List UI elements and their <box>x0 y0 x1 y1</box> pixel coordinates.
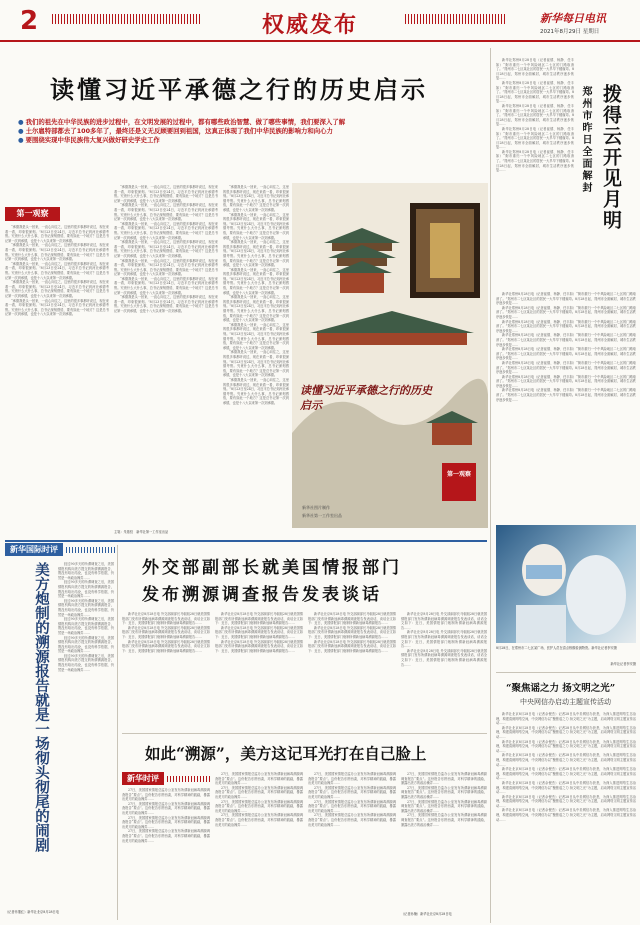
commentary-headline: 如此“溯源”，美方这记耳光打在自己脸上 <box>145 744 427 763</box>
masthead-stripe-right <box>405 14 505 24</box>
intl-tag-stripe <box>66 547 115 553</box>
right-top-subheadline: 郑州市昨日全面解封 <box>580 86 591 194</box>
lead-body-col-1: “承德我是头一回来，一直心向往之，这里的很多事都听说过，现在来看一看，印象很深刻。”8月23日至24日，习近平总书记到河北承德考察。究竟什么大什么事，总书记深刻感悟，要有如此一个地方？这是总书记第一次到承德，也是十八大以来第一次到承德。 “承德我是头一回来，一直心向往之，这里的很多事都听说过，现在来看一看，印象很深刻。”8月23日至24日，习近平总书记到河北承德考察。究竟什么大什么事，总书记深刻感悟，要有如此一个地方？这是总书记第一次到承德，也是十八大以来第一次到承德。 “承德我是头一回来，一直心向往之，这里的很多事都听说过，现在来看一看，印象很深刻。”8月23日至24日，习近平总书记到河北承德考察。究竟什么大什么事，总书记深刻感悟，要有如此一个地方？这是总书记第一次到承德，也是十八大以来第一次到承德。 “承德我是头一回来，一直心向往之，这里的很多事都听说过，现在来看一看，印象很深刻。”8月23日至24日，习近平总书记到河北承德考察。究竟什么大什么事，总书记深刻感悟，要有如此一个地方？这是总书记第一次到承德，也是十八大以来第一次到承德。 “承德我是头一回来，一直心向往之，这里的很多事都听说过，现在来看一看，印象很深刻。”8月23日至24日，习近平总书记到河北承德考察。究竟什么大什么事，总书记深刻感悟，要有如此一个地方？这是总书记第一次到承德，也是十八大以来第一次到承德。 <box>5 225 109 317</box>
fm-headline-2: 发布溯源调查报告发表谈话 <box>142 585 382 605</box>
right-top-body-1: 新华社郑州8月28日电（记者崔德、杨静、任丰如）“街市重归一个中风险地区二七区的门路取消了。”郑州市二七区某社区的居民一大早早下楼遛弯。8月28日起，郑州市全面解封，城市生活秩序逐步恢复…… 新华社郑州8月28日电（记者崔德、杨静、任丰如）“街市重归一个中风险地区二七区的门路取消了。”郑州市二七区某社区的居民一大早早下楼遛弯。8月28日起，郑州市全面解封，城市生活秩序逐步恢复…… 新华社郑州8月28日电（记者崔德、杨静、任丰如）“街市重归一个中风险地区二七区的门路取消了。”郑州市二七区某社区的居民一大早早下楼遛弯。8月28日起，郑州市全面解封，城市生活秩序逐步恢复…… 新华社郑州8月28日电（记者崔德、杨静、任丰如）“街市重归一个中风险地区二七区的门路取消了。”郑州市二七区某社区的居民一大早早下楼遛弯。8月28日起，郑州市全面解封，城市生活秩序逐步恢复…… 新华社郑州8月28日电（记者崔德、杨静、任丰如）“街市重归一个中风险地区二七区的门路取消了。”郑州市二七区某社区的居民一大早早下楼遛弯。8月28日起，郑州市全面解封，城市生活秩序逐步恢复…… <box>496 58 574 173</box>
paper-date: 2021年8月29日 星期日 <box>540 29 600 35</box>
lead-author-line: 主笔：朱基钗 新华社第一工作室出品 <box>114 530 169 534</box>
commentary-tag-bar <box>122 773 212 784</box>
masthead <box>0 0 640 42</box>
column-tag <box>5 207 60 221</box>
right-bottom-body: 新华社北京8月28日电（记者余俊杰）记者28日从中央网信办获悉，为深入推进网络生态治理，构建清朗网络空间，中央网信办以“聚焦谣之力 扬文明之光”为主题，启动网络文明主题宣传活动…… 新华社北京8月28日电（记者余俊杰）记者28日从中央网信办获悉，为深入推进网络生态治理，构建清朗网络空间，中央网信办以“聚焦谣之力 扬文明之光”为主题，启动网络文明主题宣传活动…… 新华社北京8月28日电（记者余俊杰）记者28日从中央网信办获悉，为深入推进网络生态治理，构建清朗网络空间，中央网信办以“聚焦谣之力 扬文明之光”为主题，启动网络文明主题宣传活动…… 新华社北京8月28日电（记者余俊杰）记者28日从中央网信办获悉，为深入推进网络生态治理，构建清朗网络空间，中央网信办以“聚焦谣之力 扬文明之光”为主题，启动网络文明主题宣传活动…… 新华社北京8月28日电（记者余俊杰）记者28日从中央网信办获悉，为深入推进网络生态治理，构建清朗网络空间，中央网信办以“聚焦谣之力 扬文明之光”为主题，启动网络文明主题宣传活动…… 新华社北京8月28日电（记者余俊杰）记者28日从中央网信办获悉，为深入推进网络生态治理，构建清朗网络空间，中央网信办以“聚焦谣之力 扬文明之光”为主题，启动网络文明主题宣传活动…… 新华社北京8月28日电（记者余俊杰）记者28日从中央网信办获悉，为深入推进网络生态治理，构建清朗网络空间，中央网信办以“聚焦谣之力 扬文明之光”为主题，启动网络文明主题宣传活动…… 新华社北京8月28日电（记者余俊杰）记者28日从中央网信办获悉，为深入推进网络生态治理，构建清朗网络空间，中央网信办以“聚焦谣之力 扬文明之光”为主题，启动网络文明主题宣传活动…… <box>496 712 636 822</box>
illustration-stamp-label: 第一观察 <box>446 471 471 478</box>
fm-body-col-2: 新华社北京8月28日电 外交部副部长马朝旭28日就美国情报部门发布所谓新冠病毒溯源调查报告发表谈话，谈话全文如下：近日，美国情报部门炮制所谓新冠病毒溯源报告…… 新华社北京8月28日电 外交部副部长马朝旭28日就美国情报部门发布所谓新冠病毒溯源调查报告发表谈话，谈话全文如下：近日，美国情报部门炮制所谓新冠病毒溯源报告…… 新华社北京8月28日电 外交部副部长马朝旭28日就美国情报部门发布所谓新冠病毒溯源调查报告发表谈话，谈话全文如下：近日，美国情报部门炮制所谓新冠病毒溯源报告…… <box>215 612 303 653</box>
intl-column-rule <box>117 545 118 920</box>
lower-divider <box>5 540 487 542</box>
commentary-body-col-1: 27日，美国国家情报总监办公室发布所谓新冠病毒溯源调查报告“要点”。这份报告东拼西凑，对科学精神的践踏，暴露出美方的政治操弄…… 27日，美国国家情报总监办公室发布所谓新冠病毒溯源调查报告“要点”。这份报告东拼西凑，对科学精神的践踏，暴露出美方的政治操弄…… 27日，美国国家情报总监办公室发布所谓新冠病毒溯源调查报告“要点”。这份报告东拼西凑，对科学精神的践踏，暴露出美方的政治操弄…… 27日，美国国家情报总监办公室发布所谓新冠病毒溯源调查报告“要点”。这份报告东拼西凑，对科学精神的践踏，暴露出美方的政治操弄…… <box>122 788 210 843</box>
intl-body: 经过90多天的所谓调查之后，美国情报机构向美方提交的所谓溯源报告，既没有给出结论，也没有科学依据，仍然是一场政治操弄…… 经过90多天的所谓调查之后，美国情报机构向美方提交的所谓溯源报告，既没有给出结论，也没有科学依据，仍然是一场政治操弄…… 经过90多天的所谓调查之后，美国情报机构向美方提交的所谓溯源报告，既没有给出结论，也没有科学依据，仍然是一场政治操弄…… 经过90多天的所谓调查之后，美国情报机构向美方提交的所谓溯源报告，既没有给出结论，也没有科学依据，仍然是一场政治操弄…… 经过90多天的所谓调查之后，美国情报机构向美方提交的所谓溯源报告，既没有给出结论，也没有科学依据，仍然是一场政治操弄…… 经过90多天的所谓调查之后，美国情报机构向美方提交的所谓溯源报告，既没有给出结论，也没有科学依据，仍然是一场政治操弄…… <box>58 562 114 672</box>
right-bottom-headline: “聚焦谣之力 扬文明之光” <box>506 683 616 694</box>
photo-credit: 新华社记者李安摄 <box>610 662 636 666</box>
image-credit-2: 新华社第一工作室出品 <box>302 513 342 518</box>
photo <box>496 525 636 643</box>
lead-bullets <box>18 118 480 145</box>
commentary-tag: 新华时评 <box>122 772 164 785</box>
commentary-body-col-2: 27日，美国国家情报总监办公室发布所谓新冠病毒溯源调查报告“要点”。这份报告东拼西凑，对科学精神的践踏，暴露出美方的政治操弄…… 27日，美国国家情报总监办公室发布所谓新冠病毒溯源调查报告“要点”。这份报告东拼西凑，对科学精神的践踏，暴露出美方的政治操弄…… 27日，美国国家情报总监办公室发布所谓新冠病毒溯源调查报告“要点”。这份报告东拼西凑，对科学精神的践踏，暴露出美方的政治操弄…… 27日，美国国家情报总监办公室发布所谓新冠病毒溯源调查报告“要点”。这份报告东拼西凑，对科学精神的践踏，暴露出美方的政治操弄…… <box>215 772 303 827</box>
medical-worker-photo <box>496 525 636 643</box>
lead-body-col-3: “承德我是头一回来，一直心向往之，这里的很多事都听说过，现在来看一看，印象很深刻。”8月23日至24日，习近平总书记到河北承德考察。究竟什么大什么事，总书记深刻感悟，要有如此一个地方？这是总书记第一次到承德，也是十八大以来第一次到承德。 “承德我是头一回来，一直心向往之，这里的很多事都听说过，现在来看一看，印象很深刻。”8月23日至24日，习近平总书记到河北承德考察。究竟什么大什么事，总书记深刻感悟，要有如此一个地方？这是总书记第一次到承德，也是十八大以来第一次到承德。 “承德我是头一回来，一直心向往之，这里的很多事都听说过，现在来看一看，印象很深刻。”8月23日至24日，习近平总书记到河北承德考察。究竟什么大什么事，总书记深刻感悟，要有如此一个地方？这是总书记第一次到承德，也是十八大以来第一次到承德。 “承德我是头一回来，一直心向往之，这里的很多事都听说过，现在来看一看，印象很深刻。”8月23日至24日，习近平总书记到河北承德考察。究竟什么大什么事，总书记深刻感悟，要有如此一个地方？这是总书记第一次到承德，也是十八大以来第一次到承德。 “承德我是头一回来，一直心向往之，这里的很多事都听说过，现在来看一看，印象很深刻。”8月23日至24日，习近平总书记到河北承德考察。究竟什么大什么事，总书记深刻感悟，要有如此一个地方？这是总书记第一次到承德，也是十八大以来第一次到承德。 “承德我是头一回来，一直心向往之，这里的很多事都听说过，现在来看一看，印象很深刻。”8月23日至24日，习近平总书记到河北承德考察。究竟什么大什么事，总书记深刻感悟，要有如此一个地方？这是总书记第一次到承德，也是十八大以来第一次到承德。 “承德我是头一回来，一直心向往之，这里的很多事都听说过，现在来看一看，印象很深刻。”8月23日至24日，习近平总书记到河北承德考察。究竟什么大什么事，总书记深刻感悟，要有如此一个地方？这是总书记第一次到承德，也是十八大以来第一次到承德。 “承德我是头一回来，一直心向往之，这里的很多事都听说过，现在来看一看，印象很深刻。”8月23日至24日，习近平总书记到河北承德考察。究竟什么大什么事，总书记深刻感悟，要有如此一个地方？这是总书记第一次到承德，也是十八大以来第一次到承德。 <box>223 185 289 405</box>
right-top-body-2: 新华社郑州8月28日电（记者崔德、杨静、任丰如）“街市重归一个中风险地区二七区的门路取消了。”郑州市二七区某社区的居民一大早早下楼遛弯。8月28日起，郑州市全面解封，城市生活秩序逐步恢复…… 新华社郑州8月28日电（记者崔德、杨静、任丰如）“街市重归一个中风险地区二七区的门路取消了。”郑州市二七区某社区的居民一大早早下楼遛弯。8月28日起，郑州市全面解封，城市生活秩序逐步恢复…… 新华社郑州8月28日电（记者崔德、杨静、任丰如）“街市重归一个中风险地区二七区的门路取消了。”郑州市二七区某社区的居民一大早早下楼遛弯。8月28日起，郑州市全面解封，城市生活秩序逐步恢复…… 新华社郑州8月28日电（记者崔德、杨静、任丰如）“街市重归一个中风险地区二七区的门路取消了。”郑州市二七区某社区的居民一大早早下楼遛弯。8月28日起，郑州市全面解封，城市生活秩序逐步恢复…… 新华社郑州8月28日电（记者崔德、杨静、任丰如）“街市重归一个中风险地区二七区的门路取消了。”郑州市二七区某社区的居民一大早早下楼遛弯。8月28日起，郑州市全面解封，城市生活秩序逐步恢复…… 新华社郑州8月28日电（记者崔德、杨静、任丰如）“街市重归一个中风险地区二七区的门路取消了。”郑州市二七区某社区的居民一大早早下楼遛弯。8月28日起，郑州市全面解封，城市生活秩序逐步恢复…… 新华社郑州8月28日电（记者崔德、杨静、任丰如）“街市重归一个中风险地区二七区的门路取消了。”郑州市二七区某社区的居民一大早早下楼遛弯。8月28日起，郑州市全面解封，城市生活秩序逐步恢复…… 新华社郑州8月28日电（记者崔德、杨静、任丰如）“街市重归一个中风险地区二七区的门路取消了。”郑州市二七区某社区的居民一大早早下楼遛弯。8月28日起，郑州市全面解封，城市生活秩序逐步恢复…… <box>496 292 636 402</box>
lead-bullet-1: ● 我们的祖先在中华民族的进步过程中，在文明发展的过程中，都有哪些政治智慧、做了哪些事情，我们要深入了解 <box>18 118 346 126</box>
fm-body-col-4: 新华社北京8月28日电 外交部副部长马朝旭28日就美国情报部门发布所谓新冠病毒溯源调查报告发表谈话，谈话全文如下：近日，美国情报部门炮制所谓新冠病毒溯源报告…… 新华社北京8月28日电 外交部副部长马朝旭28日就美国情报部门发布所谓新冠病毒溯源调查报告发表谈话，谈话全文如下：近日，美国情报部门炮制所谓新冠病毒溯源报告…… 新华社北京8月28日电 外交部副部长马朝旭28日就美国情报部门发布所谓新冠病毒溯源调查报告发表谈话，谈话全文如下：近日，美国情报部门炮制所谓新冠病毒溯源报告…… <box>401 612 487 667</box>
right-bottom-subheadline: 中央网信办启动主题宣传活动 <box>520 698 611 706</box>
lead-body-col-2: “承德我是头一回来，一直心向往之，这里的很多事都听说过，现在来看一看，印象很深刻。”8月23日至24日，习近平总书记到河北承德考察。究竟什么大什么事，总书记深刻感悟，要有如此一个地方？这是总书记第一次到承德，也是十八大以来第一次到承德。 “承德我是头一回来，一直心向往之，这里的很多事都听说过，现在来看一看，印象很深刻。”8月23日至24日，习近平总书记到河北承德考察。究竟什么大什么事，总书记深刻感悟，要有如此一个地方？这是总书记第一次到承德，也是十八大以来第一次到承德。 “承德我是头一回来，一直心向往之，这里的很多事都听说过，现在来看一看，印象很深刻。”8月23日至24日，习近平总书记到河北承德考察。究竟什么大什么事，总书记深刻感悟，要有如此一个地方？这是总书记第一次到承德，也是十八大以来第一次到承德。 “承德我是头一回来，一直心向往之，这里的很多事都听说过，现在来看一看，印象很深刻。”8月23日至24日，习近平总书记到河北承德考察。究竟什么大什么事，总书记深刻感悟，要有如此一个地方？这是总书记第一次到承德，也是十八大以来第一次到承德。 “承德我是头一回来，一直心向往之，这里的很多事都听说过，现在来看一看，印象很深刻。”8月23日至24日，习近平总书记到河北承德考察。究竟什么大什么事，总书记深刻感悟，要有如此一个地方？这是总书记第一次到承德，也是十八大以来第一次到承德。 “承德我是头一回来，一直心向往之，这里的很多事都听说过，现在来看一看，印象很深刻。”8月23日至24日，习近平总书记到河北承德考察。究竟什么大什么事，总书记深刻感悟，要有如此一个地方？这是总书记第一次到承德，也是十八大以来第一次到承德。 “承德我是头一回来，一直心向往之，这里的很多事都听说过，现在来看一看，印象很深刻。”8月23日至24日，习近平总书记到河北承德考察。究竟什么大什么事，总书记深刻感悟，要有如此一个地方？这是总书记第一次到承德，也是十八大以来第一次到承德。 <box>114 185 218 314</box>
fm-body-col-3: 新华社北京8月28日电 外交部副部长马朝旭28日就美国情报部门发布所谓新冠病毒溯源调查报告发表谈话，谈话全文如下：近日，美国情报部门炮制所谓新冠病毒溯源报告…… 新华社北京8月28日电 外交部副部长马朝旭28日就美国情报部门发布所谓新冠病毒溯源调查报告发表谈话，谈话全文如下：近日，美国情报部门炮制所谓新冠病毒溯源报告…… 新华社北京8月28日电 外交部副部长马朝旭28日就美国情报部门发布所谓新冠病毒溯源调查报告发表谈话，谈话全文如下：近日，美国情报部门炮制所谓新冠病毒溯源报告…… <box>308 612 396 653</box>
intl-tag: 新华国际时评 <box>5 543 63 556</box>
right-divider <box>496 672 636 673</box>
intl-vertical-headline: 美方炮制的溯源报告就是一场彻头彻尾的闹剧 <box>33 562 50 852</box>
fm-body-col-1: 新华社北京8月28日电 外交部副部长马朝旭28日就美国情报部门发布所谓新冠病毒溯源调查报告发表谈话，谈话全文如下：近日，美国情报部门炮制所谓新冠病毒溯源报告…… 新华社北京8月28日电 外交部副部长马朝旭28日就美国情报部门发布所谓新冠病毒溯源调查报告发表谈话，谈话全文如下：近日，美国情报部门炮制所谓新冠病毒溯源报告…… 新华社北京8月28日电 外交部副部长马朝旭28日就美国情报部门发布所谓新冠病毒溯源调查报告发表谈话，谈话全文如下：近日，美国情报部门炮制所谓新冠病毒溯源报告…… <box>122 612 210 653</box>
fm-headline-1: 外交部副部长就美国情报部门 <box>142 558 402 578</box>
commentary-body-col-4: 27日，美国国家情报总监办公室发布所谓新冠病毒溯源调查报告“要点”。这份报告东拼西凑，对科学精神的践踏，暴露出美方的政治操弄…… 27日，美国国家情报总监办公室发布所谓新冠病毒溯源调查报告“要点”。这份报告东拼西凑，对科学精神的践踏，暴露出美方的政治操弄…… 27日，美国国家情报总监办公室发布所谓新冠病毒溯源调查报告“要点”。这份报告东拼西凑，对科学精神的践踏，暴露出美方的政治操弄…… 27日，美国国家情报总监办公室发布所谓新冠病毒溯源调查报告“要点”。这份报告东拼西凑，对科学精神的践踏，暴露出美方的政治操弄…… <box>401 772 487 827</box>
masthead-stripe <box>52 14 202 24</box>
column-tag-label: 第一观察 <box>16 209 49 218</box>
image-credit-1: 新华社图片制作 <box>302 505 330 510</box>
commentary-body-col-3: 27日，美国国家情报总监办公室发布所谓新冠病毒溯源调查报告“要点”。这份报告东拼西凑，对科学精神的践踏，暴露出美方的政治操弄…… 27日，美国国家情报总监办公室发布所谓新冠病毒溯源调查报告“要点”。这份报告东拼西凑，对科学精神的践踏，暴露出美方的政治操弄…… 27日，美国国家情报总监办公室发布所谓新冠病毒溯源调查报告“要点”。这份报告东拼西凑，对科学精神的践踏，暴露出美方的政治操弄…… 27日，美国国家情报总监办公室发布所谓新冠病毒溯源调查报告“要点”。这份报告东拼西凑，对科学精神的践踏，暴露出美方的政治操弄…… <box>308 772 396 827</box>
page-number: 2 <box>20 6 39 36</box>
section-title: 权威发布 <box>262 13 359 38</box>
right-top-headline: 拨得云开见月明 <box>600 84 622 231</box>
column-rule <box>490 48 491 923</box>
photo-caption: 8月28日，在郑州市二七区某广场，医护人员在清点核酸检测物资。新华社记者李安摄 <box>496 646 617 650</box>
lead-bullet-3: ● 要围绕实现中华民族伟大复兴做好研史学史工作 <box>18 136 160 144</box>
lead-bullet-2: ● 土尔扈特部都去了100多年了，最终还是义无反顾要回到祖国，这真正体现了我们中华民族的影响力和向心力 <box>18 127 333 135</box>
intl-tag-bar <box>5 544 115 555</box>
illustration-calligraphy: 读懂习近平承德之行的历史启示 <box>300 384 432 412</box>
commentary-tag-stripe <box>167 776 212 782</box>
intl-byline: （记者乔继红）新华社北京8月28日电 <box>5 910 59 914</box>
commentary-byline: （记者孙楠）新华社北京8月28日电 <box>401 912 452 916</box>
lead-illustration <box>292 183 488 528</box>
paper-name: 新华每日电讯 <box>540 12 606 25</box>
commentary-divider <box>122 733 487 734</box>
lead-headline: 读懂习近平承德之行的历史启示 <box>50 75 428 104</box>
